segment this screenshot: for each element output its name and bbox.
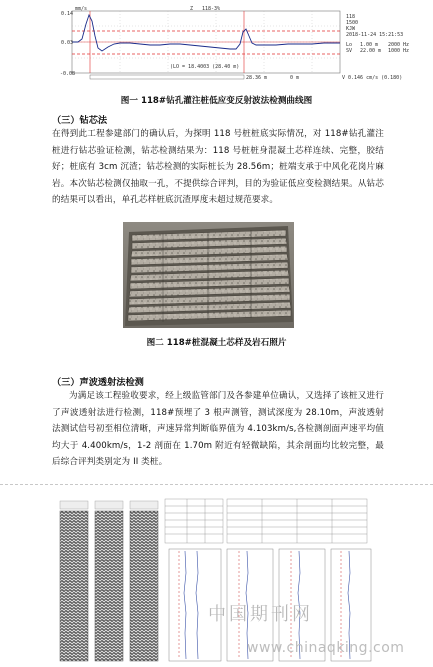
info-row-2-value: 22.00 m bbox=[360, 48, 382, 54]
page-divider bbox=[0, 484, 433, 485]
scale-bar-zero-label: 0 m bbox=[290, 75, 300, 81]
info-row-1-freq: 2000 Hz bbox=[388, 42, 410, 48]
core-sample-illustration bbox=[123, 222, 294, 328]
y-axis-top-label: 0.14 bbox=[61, 11, 74, 17]
info-line-2: 1500 bbox=[346, 20, 359, 26]
y-axis-unit-label: mm/s bbox=[75, 6, 88, 12]
velocity-readout: V 0.146 cm/s (0.180) bbox=[342, 75, 403, 81]
watermark-chinese: 中国期刊网 bbox=[208, 604, 313, 625]
waveform-panel-1 bbox=[60, 511, 88, 661]
waveform-panel-3 bbox=[130, 511, 158, 661]
sonic-logging-svg bbox=[57, 493, 377, 663]
info-row-1-value: 1.00 m bbox=[360, 42, 379, 48]
figure1-caption: 图一 118#钻孔灌注桩低应变反射波法检测曲线图 bbox=[120, 96, 313, 106]
core-sample-photo bbox=[123, 222, 294, 328]
velocity-curve bbox=[72, 15, 340, 51]
info-row-1-key: Lo bbox=[346, 42, 353, 48]
section-heading-coring: （三）钻芯法 bbox=[52, 115, 108, 126]
sonic-paragraph: 为满足该工程验收要求，经上级监管部门及各参建单位确认，又选择了该桩又进行了声波透射法进行检测，118#预埋了 3 根声测管，测试深度为 28.10m，声波透射法测试信号初至相位清晰，声速异常判断临界值为 4.103km/s,各检测剖面声速平均值均大于 4.400km/s，1-2 剖面在 1.70m 附近有轻微缺陷，其余剖面均比较完整，最后综合评判类别定为 II 类桩。 bbox=[52, 391, 384, 468]
marker-title-label: 118-3% bbox=[202, 6, 221, 12]
info-line-1: 118 bbox=[346, 14, 356, 20]
info-line-3: KJW bbox=[346, 26, 356, 32]
waveform-panels bbox=[60, 501, 158, 661]
coring-paragraph: 在得到此工程参建部门的确认后，为探明 118 号桩桩底实际情况，对 118#钻孔灌注桩进行钻芯验证检测，钻芯检测结果为：118 号桩桩身混凝土芯样连续、完整，胶结好；桩底有 3cm 沉渣；钻芯检测的实际桩长为 28.56m；桩端支承于中风化花岗片麻岩。本次钻芯检测仅抽取一孔，不提供综合评判，目的为验证低应变检测结果。从钻芯的结果可以看出，单孔芯样桩底沉渣厚度未超过规范要求。 bbox=[52, 129, 384, 206]
scale-bar bbox=[90, 75, 244, 79]
info-row-2-key: SV bbox=[346, 48, 353, 54]
marker-z-label: Z bbox=[190, 6, 194, 12]
figure2-caption: 图二 118#桩混凝土芯样及岩石照片 bbox=[146, 338, 287, 348]
info-row-2-freq: 1000 Hz bbox=[388, 48, 410, 54]
low-strain-curve-figure bbox=[60, 6, 420, 90]
watermark-url: www.chinaqking.com bbox=[247, 640, 405, 656]
waveform-panel-2 bbox=[95, 511, 123, 661]
y-axis-bottom-label: -0.08 bbox=[60, 71, 76, 77]
core-box bbox=[125, 226, 293, 326]
section-heading-sonic: （三）声波透射法检测 bbox=[52, 377, 144, 388]
sonic-logging-figure bbox=[57, 493, 377, 663]
y-axis-mid-label: 0.03 bbox=[61, 40, 74, 46]
scale-bar-label: 28.36 m bbox=[246, 75, 268, 81]
low-strain-curve-svg bbox=[60, 6, 420, 90]
length-legend: (LO = 18.4003 (28.40 m) bbox=[170, 64, 240, 70]
info-line-4: 2018-11-24 15:21:53 bbox=[346, 32, 404, 38]
